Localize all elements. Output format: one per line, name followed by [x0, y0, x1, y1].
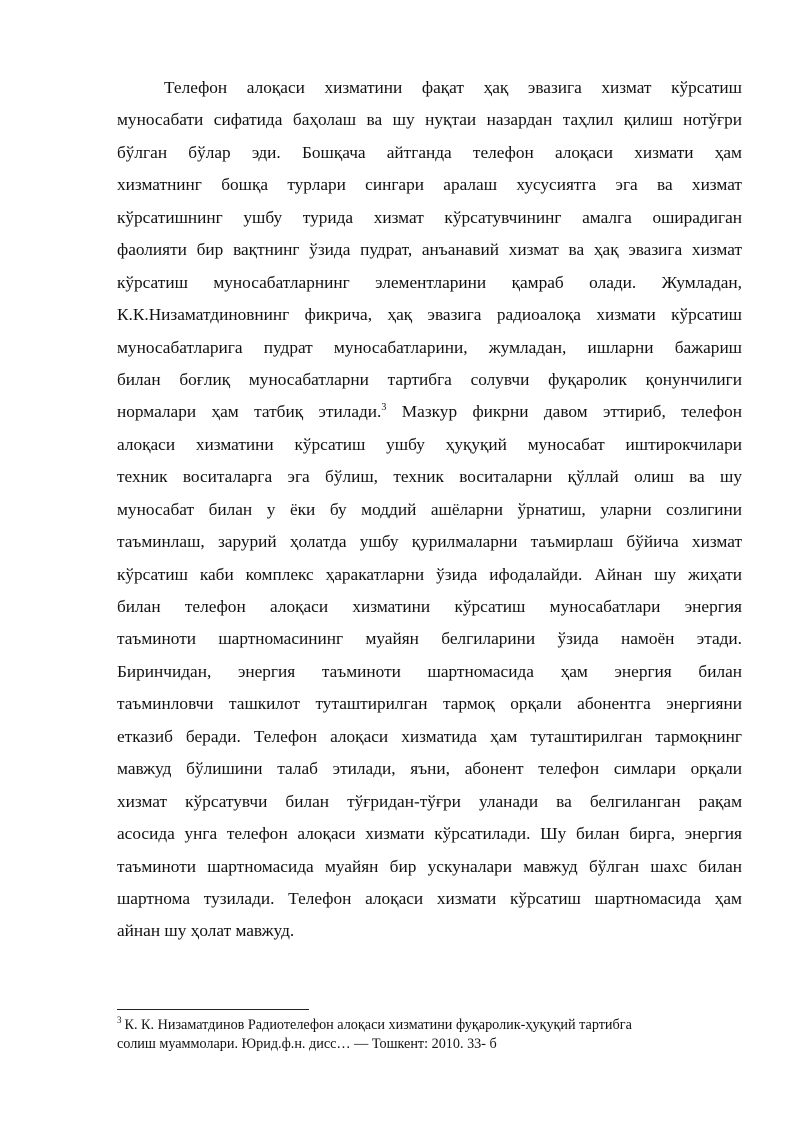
text-line: мавжуд бўлишини талаб этилади, яъни, абонент телефон симлари орқали — [117, 759, 742, 779]
text-line: кўрсатиш каби комплекс ҳаракатларни ўзида ифодалайди. Айнан шу жиҳати — [117, 564, 742, 584]
text-line: муносабатларига пудрат муносабатларини, жумладан, ишларни бажариш — [117, 337, 742, 357]
text-line: хизматнинг бошқа турлари сингари аралаш хусусиятга эга ва хизмат — [117, 175, 742, 195]
text-line: таъминоти шартномасининг муайян белгиларини ўзида намоён этади. — [117, 629, 742, 649]
footnote-text: К. К. Низаматдинов Радиотелефон алоқаси хизматини фуқаролик-ҳуқуқий тартибга — [124, 1017, 632, 1033]
text-line: бўлган бўлар эди. Бошқача айтганда телефон алоқаси хизмати ҳам — [117, 142, 742, 162]
text-segment: Мазкур фикрни давом эттириб, телефон — [386, 402, 742, 422]
text-line: алоқаси хизматини кўрсатиш ушбу ҳуқуқий муносабат иштирокчилари — [117, 434, 742, 454]
text-line: Телефон алоқаси хизматини фақат ҳақ эвазига хизмат кўрсатиш — [164, 78, 742, 97]
text-line: К.К.Низаматдиновнинг фикрича, ҳақ эвазига радиоалоқа хизмати кўрсатиш — [117, 305, 742, 325]
text-line: Биринчидан, энергия таъминоти шартномасида ҳам энергия билан — [117, 661, 742, 681]
text-line: муносабати сифатида баҳолаш ва шу нуқтаи назардан таҳлил қилиш нотўғри — [117, 110, 742, 130]
footnote-line: солиш муаммолари. Юрид.ф.н. дисс… — Тошкент: 2010. 33- б — [117, 1036, 497, 1052]
footnote — [117, 1016, 742, 1054]
text-line: таъминоти шартномасида муайян бир ускуналари мавжуд бўлган шахс билан — [117, 856, 742, 876]
text-line: техник воситаларга эга бўлиш, техник воситаларни қўллай олиш ва шу — [117, 467, 742, 487]
text-line: таъминловчи ташкилот туташтирилган тармоқ орқали абонентга энергияни — [117, 694, 742, 714]
text-line: кўрсатиш муносабатларнинг элементларини қамраб олади. Жумладан, — [117, 272, 742, 292]
text-line: таъминлаш, зарурий ҳолатда ушбу қурилмаларни таъмирлаш бўйича хизмат — [117, 532, 742, 552]
text-line: хизмат кўрсатувчи билан тўғридан-тўғри уланади ва белгиланган рақам — [117, 791, 742, 811]
main-text — [117, 72, 742, 948]
text-segment: нормалари ҳам татбиқ этилади. — [117, 402, 382, 422]
text-line: кўрсатишнинг ушбу турида хизмат кўрсатувчининг амалга оширадиган — [117, 207, 742, 227]
footnote-reference[interactable]: 3 — [381, 402, 387, 414]
text-line: муносабат билан у ёки бу моддий ашёларни ўрнатиш, уларни созлигини — [117, 499, 742, 519]
text-line: фаолияти бир вақтнинг ўзида пудрат, анъанавий хизмат ва ҳақ эвазига хизмат — [117, 240, 742, 260]
text-line: билан боғлиқ муносабатларни тартибга солувчи фуқаролик қонунчилиги — [117, 369, 742, 389]
footnote-separator — [117, 1009, 309, 1010]
footnote-number: 3 — [117, 1015, 122, 1026]
text-line: шартнома тузилади. Телефон алоқаси хизмати кўрсатиш шартномасида ҳам — [117, 888, 742, 908]
text-line: айнан шу ҳолат мавжуд. — [117, 921, 295, 941]
footnote-line — [117, 1016, 742, 1035]
text-line: етказиб беради. Телефон алоқаси хизматида ҳам туташтирилган тармоқнинг — [117, 726, 742, 746]
text-line-with-footnote — [117, 396, 742, 428]
text-line: билан телефон алоқаси хизматини кўрсатиш муносабатлари энергия — [117, 597, 742, 616]
text-line: асосида унга телефон алоқаси хизмати кўрсатилади. Шу билан бирга, энергия — [117, 824, 742, 844]
